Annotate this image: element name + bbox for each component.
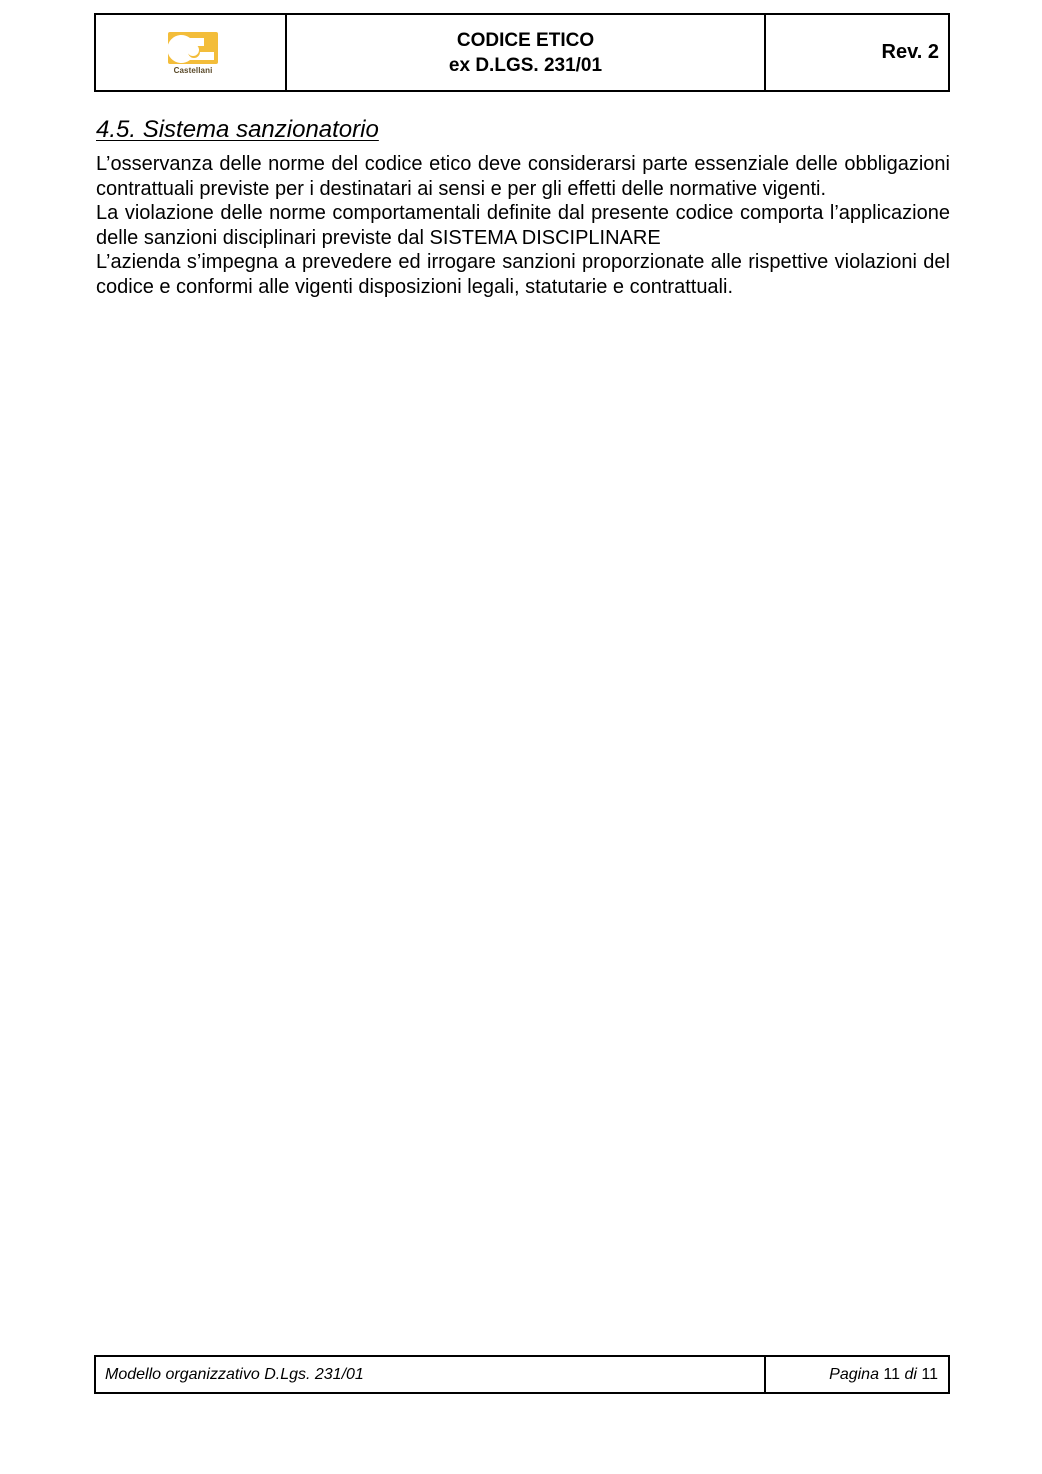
revision-label: Rev. 2 — [881, 41, 939, 63]
header-revision-cell — [766, 15, 948, 90]
header-title-cell — [287, 15, 766, 90]
footer-document-name: Modello organizzativo D.Lgs. 231/01 — [96, 1357, 766, 1392]
section-body — [96, 152, 950, 299]
page-total: 11 — [921, 1365, 938, 1383]
document-title: CODICE ETICO — [456, 29, 595, 51]
page-of-label: di — [904, 1365, 917, 1383]
logo-text: Castellani — [173, 66, 213, 75]
document-subtitle: ex D.LGS. 231/01 — [448, 54, 603, 76]
page-label: Pagina — [829, 1365, 879, 1383]
header-table — [94, 13, 950, 92]
page-number — [766, 1357, 948, 1392]
footer-table — [94, 1355, 950, 1394]
section-heading: 4.5. Sistema sanzionatorio — [96, 116, 379, 143]
paragraph: L’azienda s’impegna a prevedere ed irrogare sanzioni proporzionate alle rispettive violazioni del codice e conformi alle vigenti disposizioni legali, statutarie e contrattuali. — [96, 251, 950, 298]
paragraph: L’osservanza delle norme del codice etico deve considerarsi parte essenziale delle obbligazioni contrattuali previste per i destinatari ai sensi e per gli effetti delle normative vigenti. — [96, 153, 950, 200]
header-logo-cell — [96, 15, 287, 90]
castellani-logo-icon — [168, 32, 218, 78]
page-current: 11 — [883, 1365, 901, 1383]
paragraph: La violazione delle norme comportamentali definite dal presente codice comporta l’applicazione delle sanzioni disciplinari previste dal SISTEMA DISCIPLINARE — [96, 202, 950, 249]
